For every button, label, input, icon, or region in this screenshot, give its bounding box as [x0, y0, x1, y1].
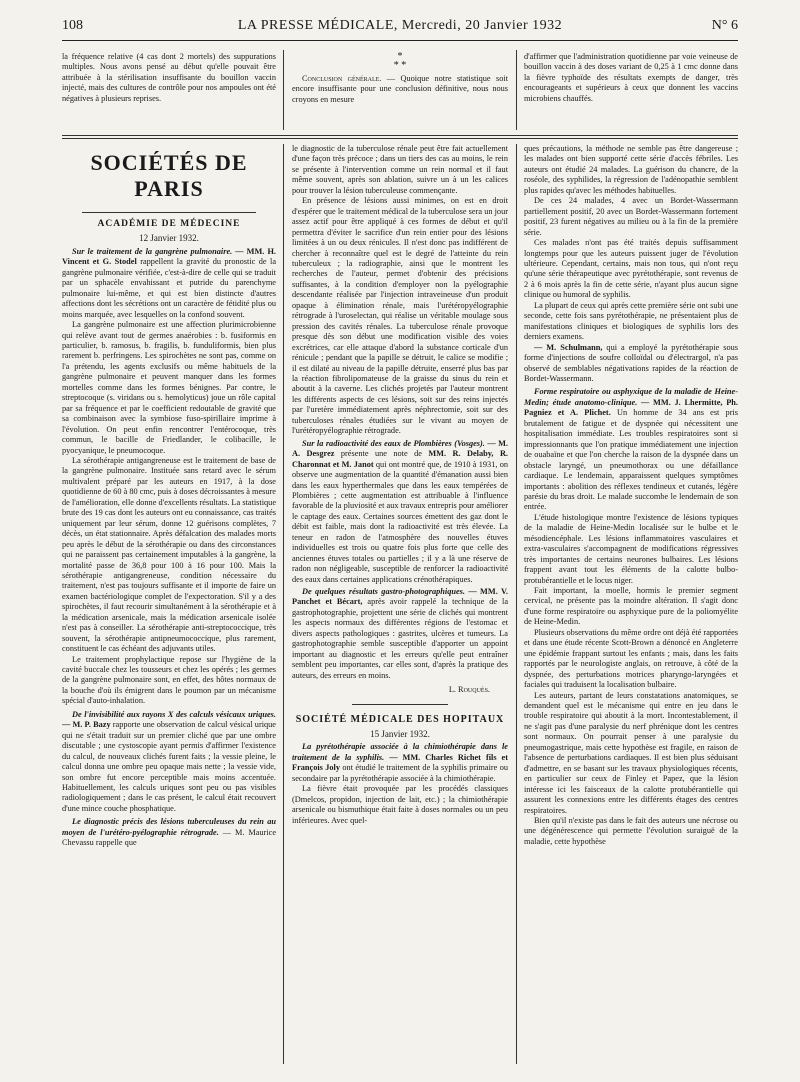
paragraph: L'étude histologique montre l'existence de lésions typiques de la maladie de Heine-Medin localisée sur le bulbe et le mésodiencéphale. Les lésions inflammatoires vasculaires et extra-vasculaires s'accompagnent de modifications régressives très importantes de certains neurones bulbaires. Les lésions frappent avant tout les éléments de la calotte bulbo-protubérantielle et le locus niger.: [524, 512, 738, 585]
article-text: après avoir rappelé la technique de la gastrophotographie, projettent une série de clichés qui montrent les aspects normaux des différentes régions de l'estomac et divers aspects pathologiques : gastrites, ulcères et tumeurs. La gastrophotographie semble susceptible d'apporter un appoint important au diagnostic et les erreurs qu'elle peut entraîner semblent peu importantes, car elles sont, d'après la pratique des auteurs, des erreurs en moins.: [292, 597, 508, 680]
paragraph: Ces malades n'ont pas été traités depuis suffisamment longtemps pour que les auteurs puissent juger de l'évolution ultérieure. Cependant, certains, mais non tous, qui n'ont reçu qu'une série thérapeutique avec pyrétothérapie, sont revenus de 2 à 6 mois après la fin de cette série, n'ayant plus aucun signe clinique ou humoral de syphilis.: [524, 238, 738, 300]
section-rule: [62, 135, 738, 136]
article-text: qui a employé la pyrétothérapie sous forme d'injections de soufre colloïdal ou d'électrargol, n'a pas observé de semblables négativations rapides de la réaction de Bordet-Wassermann.: [524, 342, 738, 383]
article-text: qui ont montré que, de 1910 à 1931, on observe une augmentation de la quantité d'émanation aussi bien dans les eaux hyperthermales que dans les eaux tempérées de Plombières ; cette augmentation est attribuable à l'influence favorable de la pluviosité et aux travaux entrepris pour améliorer le captage des eaux. Certaines sources émettent des gaz dont le débit est faible, mais dont la radioactivité est très élevée. La teneur en radon de l'atmosphère des nouvelles étuves individuelles est trois ou quatre fois plus forte que celle des anciennes étuves totales ou partielles ; il y a là une réserve de radon non négligeable, susceptible de renforcer la radioactivité des eaux dans certaines applications crénothérapiques.: [292, 459, 508, 584]
issue-number: N° 6: [711, 18, 738, 33]
page-header: [62, 18, 738, 41]
article-title: Forme respiratoire ou asphyxique de la maladie de Heine-Medin; étude anatomo-clinique.: [524, 387, 738, 407]
column-divider: [283, 50, 284, 130]
article-authors: — M. P. Bazy: [62, 720, 111, 730]
journal-title: LA PRESSE MÉDICALE, Mercredi, 20 Janvier 1932: [237, 18, 563, 33]
article-title: Sur le traitement de la gangrène pulmonaire.: [72, 246, 233, 256]
article-text: présente une note de: [334, 449, 429, 459]
session-date: 12 Janvier 1932.: [139, 233, 199, 244]
article-authors: MM. R. Delaby, R. Charonnat et M. Janot: [292, 449, 508, 469]
section-rule: [352, 704, 448, 705]
author-signature: L. Rouquès.: [448, 685, 490, 695]
conclusion-text: — Quoique notre statistique soit encore insuffisante pour une conclusion définitive, nous nous croyons en mesure: [292, 74, 508, 104]
article-authors: — MM. J. Lhermitte, Ph. Pagniez et A. Plichet.: [524, 397, 738, 418]
column-2: [292, 144, 508, 1064]
article-title: Le diagnostic précis des lésions tuberculeuses du rein au moyen de l'urétéro-pyélographie rétrograde.: [62, 817, 276, 837]
paragraph: En présence de lésions aussi minimes, on est en droit d'espérer que le traitement médical de la tuberculose sera un jour assez actif pour être appliqué à ces formes de début et qu'il permettra d'éviter le sacrifice d'un rein entier pour des lésions limitées à un ou deux rénicules. Il n'est donc pas indifférent de chercher à reconnaître quel est le degré de l'atteinte du rein tuberculeux ; la radiographie, ainsi que le montrent les recherches de l'auteur, permet d'obtenir des précisions suffisantes, à la condition d'employer non la pyélographie descendante réalisée par l'injection intraveineuse d'un produit opaque à élimination rénale, mais l'urétéropyélographie rétrograde à l'uroselectan, qui réalise un véritable moulage sous pression des cavités rénales. La tuberculose rénale provoque presque dès son début une modification visible des voies excrétrices, car elle attaque d'abord la substance corticale d'un rénicule ; pendant que la papille se détruit, le calice se modifie ; il est dilaté au niveau de la papille détruite, enserré plus bas par la réaction fibrolipomateuse de la graisse du sinus du rein et aboutit à la caverne. Les clichés projetés par l'auteur montrent les différents aspects de ces lésions, soit sur des reins injectés par l'uretère immédiatement après néphrectomie, soit sur des tuberculoses rénales étudiées sur le vivant au moyen de l'urétéropyélographie rétrograde.: [292, 196, 508, 436]
article-text: rappellent la gravité du pronostic de la gangrène pulmonaire vérifiée, c'est-à-dire de celle qui se traduit par un sphacèle envahissant et putride du parenchyme pulmonaire lui-même, et qui est bien distincte d'autres affections dont les sécrétions ont un caractère de fétidité plus ou moins marquée, avec lesquelles on la confond souvent.: [62, 257, 276, 319]
column-divider: [516, 50, 517, 130]
article-authors: — M. A. Desgrez: [292, 438, 508, 459]
heading-rule: [82, 212, 256, 213]
paragraph: De ces 24 malades, 4 avec un Bordet-Wassermann partiellement positif, 20 avec un Bordet-Wassermann fortement positif, 23 furent négatives au milieu ou à la fin de la première série.: [524, 196, 738, 237]
paragraph: le diagnostic de la tuberculose rénale peut être fait actuellement d'une façon très précoce ; dans un tiers des cas au moins, le rein se présente à l'intervention comme un rein normal et il faut même souvent, après son ablation, suivre un à un les calices pour trouver la lésion tuberculeuse commençante.: [292, 144, 508, 195]
article-title: De quelques résultats gastro-photographiques.: [302, 587, 465, 597]
section-asterism: * * *: [393, 52, 407, 71]
page-number: 108: [62, 18, 83, 33]
article-authors: — M. Maurice Chevassu: [62, 827, 276, 848]
section-heading: SOCIÉTÉS DE PARIS: [90, 150, 248, 201]
section-rule: [62, 138, 738, 139]
paragraph: La plupart de ceux qui après cette première série ont subi une seconde, cette fois sans pyrétothérapie, ne présentaient plus de manifestations cliniques et biologiques de syphilis lors des derniers examens.: [524, 300, 738, 342]
article-authors: — MM. H. Vincent et G. Stodel: [62, 246, 276, 267]
article-authors: — MM. V. Panchet et Bécart,: [292, 587, 508, 607]
article-title: Sur la radioactivité des eaux de Plombières (Vosges).: [302, 438, 485, 448]
paragraph: Les auteurs, partant de leurs constatations anatomiques, se demandent quel est le mécanisme qui entre en jeu dans le trouble respiratoire qui aboutit à la mort. Incontestablement, il ne s'agit pas d'une paralysie du nerf phrénique dont les centres sont normaux. On pourrait penser à une paralysie du pneumogastrique, mais cette hypothèse est fragile, en raison de l'absence de perturbations cardiaques. Il est bien plus séduisant d'admettre, en se basant sur les travaux physiologiques récents, en particulier sur ceux de Finley et Papez, que la lésion intéresse ici les faisceaux de la calotte protubérantielle qui assurent les connexions entre les différents étages des centres respiratoires.: [524, 690, 738, 815]
paragraph: La fièvre était provoquée par les procédés classiques (Dmelcos, propidon, injection de lait, etc.) ; la chimiothérapie arsenicale ou bismuthique était faite à doses normales ou un peu inférieures. Avec quel-: [292, 784, 508, 825]
paragraph: La gangrène pulmonaire est une affection plurimicrobienne qui relève avant tout de germes anaérobies : b. fusiformis en particulier, b. ramosus, b. fragilis, b. funduliformis, bien plus rarement b. perfringens. Les spirochètes ne sont pas, comme on l'a prétendu, les agents exclusifs ou même habituels de la gangrène pulmonaire et peuvent manquer dans les formes mortelles comme dans les formes bénignes. Par contre, le streptocoque (s. viridans ou s. hemolyticus) joue un rôle capital par sa fréquence et par le coefficient redoutable de gravité que sa combinaison avec la symbiose fuso-spirillaire imprime à l'évolution. On peut enfin rencontrer l'entérocoque, très commun, le bacille de Friedlander, le colibacille, le pyocyanique, le pneumocoque.: [62, 320, 276, 455]
article-title: La pyrétothérapie associée à la chimiothérapie dans le traitement de la syphilis.: [292, 742, 508, 762]
column-divider: [283, 144, 284, 1064]
paragraph: Fait important, la moelle, hormis le premier segment cervical, ne présente pas la moindre altération. Il s'agit donc d'une forme respiratoire ou asphyxique pure de la poliomyélite de Heine-Medin.: [524, 586, 738, 627]
article-text: Un homme de 34 ans est pris brutalement de fatigue et de dyspnée qui nécessitent une hospitalisation immédiate. Les troubles respiratoires sont si impressionnants que l'on pratique immédiatement une injection de ouabaïne et que l'on cherche la raison de la dyspnée dans un obstacle laryngé, un pneumothorax ou une défaillance cardiaque. Le lendemain, apparaissent quelques symptômes importants : abolition des réflexes tendineux et cutanés, légère parésie du bras droit. Le malade succombe le lendemain de son entrée.: [524, 408, 738, 512]
article-text: rappelle que: [93, 838, 137, 848]
column-1: [62, 144, 276, 1064]
article-title: De l'invisibilité aux rayons X des calculs vésicaux uriques.: [72, 709, 276, 719]
paragraph: Bien qu'il n'existe pas dans le fait des auteurs une nécrose ou une dégénérescence qui permette l'évolution suraiguë de la maladie, cette hypothèse: [524, 816, 738, 846]
paragraph: Le traitement prophylactique repose sur l'hygiène de la cavité buccale chez les tousseurs et chez les opérés ; les germes de la gangrène pulmonaire sont, en effet, des hôtes normaux de la bouche d'où ils émigrent dans le poumon par un mécanisme spécial d'auto-inhalation.: [62, 654, 276, 706]
paragraph: ques précautions, la méthode ne semble pas être dangereuse ; les malades ont bien supporté cette série d'accès fébriles. Les auteurs ont étudié 24 malades. La guérison du chancre, de la roséole, des syphilides, la régression de l'adénopathie semblent plus rapides qu'avec les méthodes habituelles.: [524, 144, 738, 195]
top-column-3: [524, 52, 738, 126]
session-date: 15 Janvier 1932.: [370, 729, 430, 740]
conclusion-lead: Conclusion générale.: [302, 74, 382, 83]
top-col3-text: d'affirmer que l'administration quotidienne par voie veineuse de bouillon vaccin à des doses variant de 0,25 à 1 cmc donne dans la fièvre typhoïde des résultats exempts de danger, très encourageants et supérieurs à ceux que donnent les vaccins microbiens chauffés.: [524, 52, 738, 103]
top-column-2: [292, 52, 508, 126]
column-divider: [516, 144, 517, 1064]
article-authors: — M. Schulmann,: [534, 342, 603, 352]
article-text: rapporte une observation de calcul vésical urique qui ne s'était traduit sur un premier cliché que par une ombre discutable ; une cystoscopie ayant permis d'affirmer l'existence du calcul, de nouveaux clichés furent faits ; la vessie pleine, le calcul donna une ombre peu opaque mais nette ; la vessie vide, son ombre fut encore perceptible mais moins accentuée. Habituellement, les calculs uriques sont peu ou pas visibles radiologiquement ; dans le cas présent, le calcul était recouvert d'une mince couche phosphatique.: [62, 720, 276, 813]
article-text: ont étudié le traitement de la syphilis primaire ou secondaire par la pyrétothérapie associée à la chimiothérapie.: [292, 763, 508, 783]
top-column-1: [62, 52, 276, 126]
paragraph: Plusieurs observations du même ordre ont déjà été rapportées et dans une étude récente Scott-Brown a dénoncé en Angleterre une épidémie frappant surtout les enfants ; mais, dans les faits rapportés par le neurologiste anglais, on retrouve, à côté de la dyspnée, des perturbations motrices pharyngo-laryngées et faciales qui traduisent la localisation bulbaire.: [524, 627, 738, 690]
paragraph: La sérothérapie antigangreneuse est le traitement de base de la gangrène pulmonaire. Instituée sans retard avec le sérum multivalent préparé par les auteurs en 1917, à la dose quotidienne de 60 à 80 cmc, puis à doses décroissantes à mesure de l'amélioration, elle donne d'excellents résultats. La statistique brute des 19 cas dont les auteurs ont eu connaissance, cas traités uniquement par leur sérum, donne 12 guérisons complètes, 7 décès, un état stationnaire. Après défalcation des malades morts peu après le début de la sérothérapie ou dans des circonstances qui ne paraissent pas certainement imputables à la gangrène, la mortalité passe de 36,8 pour 100 à 16 pour 100. Mais la sérothérapie antigangreneuse, condition nécessaire du traitement, n'est pas toujours suffisante et il importe de faire un examen bactériologique complet de l'expectoration. S'il y a des spirochètes, il faut recourir simultanément à la sérothérapie et à la médication arsenicale, mais la médication arsenicale isolée n'est pas à conseiller. La sérothérapie anti-streptococcique, très souvent, la sérothérapie antipneumococcique, plus rarement, constituent le cas échéant des adjuvants utiles.: [62, 455, 276, 654]
column-3: [524, 144, 738, 1064]
society-name: SOCIÉTÉ MÉDICALE DES HOPITAUX: [295, 713, 505, 725]
society-name: ACADÉMIE DE MÉDECINE: [97, 219, 241, 229]
top-col1-text: la fréquence relative (4 cas dont 2 mortels) des suppurations multiples. Nous avons pensé au début qu'elle pouvait être attribuée à la stérilisation insuffisante du bouillon vaccin injecté, mais des cultures de contrôle pour nos ampoules ont été négatives à plusieurs reprises.: [62, 52, 276, 103]
article-authors: — MM. Charles Richet fils et François Joly: [292, 752, 508, 773]
